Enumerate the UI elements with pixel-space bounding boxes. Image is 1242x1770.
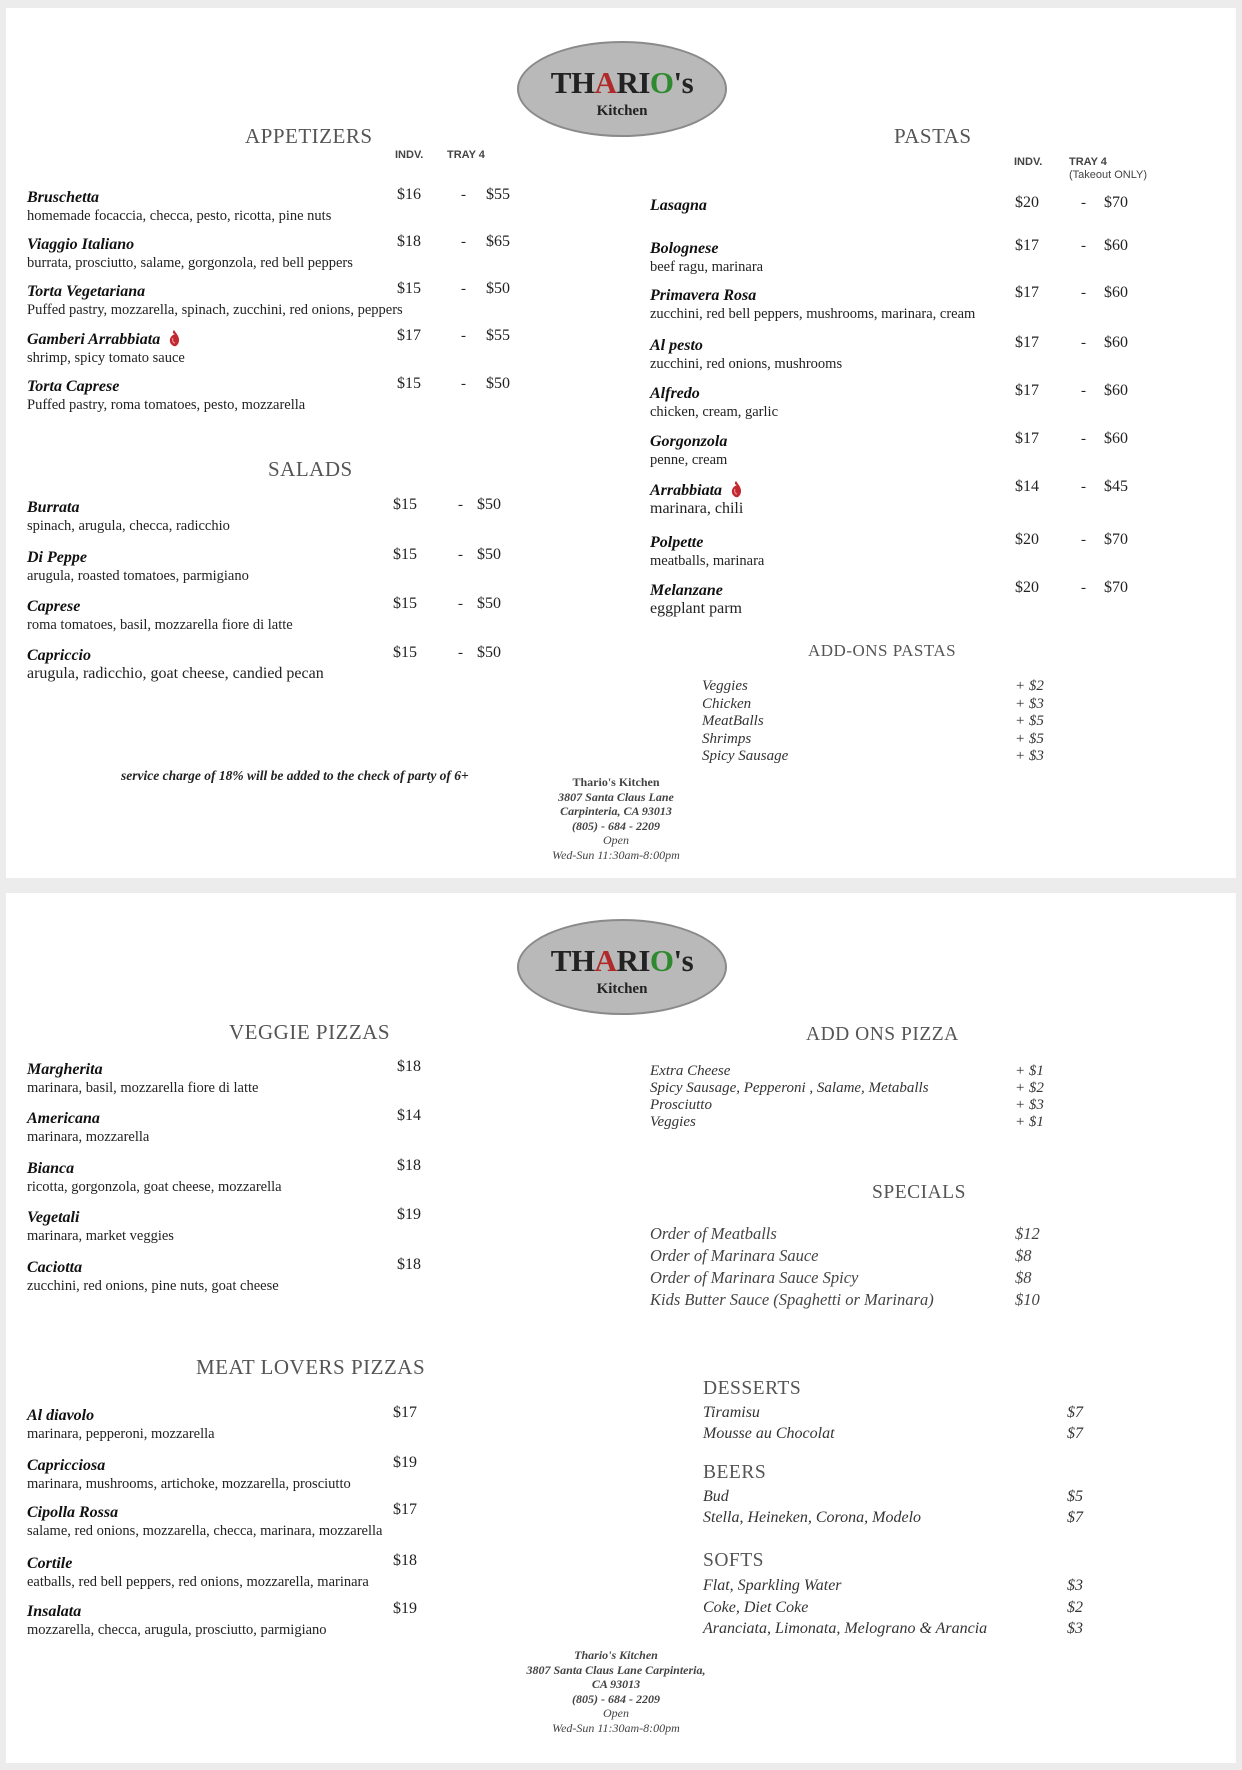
price-tray: $55 bbox=[486, 327, 510, 344]
menu-item-name: Capricciosa bbox=[27, 1457, 106, 1474]
price-tray: $60 bbox=[1104, 382, 1128, 399]
menu-item-name-text: Gorgonzola bbox=[650, 433, 728, 450]
menu-item-name bbox=[650, 336, 842, 355]
pastas-col-tray: TRAY 4 bbox=[1069, 156, 1107, 168]
salads-heading: SALADS bbox=[268, 457, 353, 481]
price-individual: $15 bbox=[393, 595, 417, 612]
meat-pizzas-heading: MEAT LOVERS PIZZAS bbox=[196, 1355, 426, 1379]
price-individual: $15 bbox=[397, 375, 421, 392]
line-item-name: Spicy Sausage bbox=[702, 748, 789, 764]
price-separator: - bbox=[458, 596, 463, 612]
price: $18 bbox=[397, 1256, 421, 1273]
price-individual: $17 bbox=[1015, 382, 1039, 399]
price-separator: - bbox=[461, 234, 466, 250]
price-separator: - bbox=[1081, 238, 1086, 254]
menu-item-description: eatballs, red bell peppers, red onions, mozzarella, marinara bbox=[27, 1574, 369, 1590]
menu-item-name-text: Gamberi Arrabbiata bbox=[27, 331, 161, 348]
line-item-price: + $3 bbox=[1015, 748, 1044, 764]
line-item-name: Bud bbox=[703, 1488, 729, 1505]
price-separator: - bbox=[1081, 479, 1086, 495]
price-separator: - bbox=[1081, 335, 1086, 351]
menu-item bbox=[27, 1554, 369, 1591]
menu-item bbox=[27, 1406, 215, 1443]
restaurant-logo-2 bbox=[517, 919, 727, 1015]
price-tray: $60 bbox=[1104, 237, 1128, 254]
restaurant-address-footer: Thario's Kitchen 3807 Santa Claus Lane Carpinteria, CA 93013 (805) - 684 - 2209 Open Wed-Sun 11:30am-8:00pm bbox=[552, 775, 680, 862]
price-individual: $18 bbox=[397, 233, 421, 250]
desserts-heading: DESSERTS bbox=[703, 1378, 802, 1399]
price: $18 bbox=[393, 1552, 417, 1569]
line-item-name: Aranciata, Limonata, Melograno & Arancia bbox=[703, 1620, 988, 1637]
menu-item bbox=[27, 377, 305, 414]
price-separator: - bbox=[461, 187, 466, 203]
price-separator: - bbox=[1081, 532, 1086, 548]
menu-item-description: beef ragu, marinara bbox=[650, 259, 764, 275]
menu-item bbox=[27, 235, 353, 272]
price-separator: - bbox=[458, 645, 463, 661]
line-item-price: $2 bbox=[1067, 1598, 1083, 1616]
menu-item-description: mozzarella, checca, arugula, prosciutto, parmigiano bbox=[27, 1622, 327, 1638]
menu-item bbox=[27, 1602, 327, 1639]
menu-item-name bbox=[650, 286, 975, 305]
line-item-name: Stella, Heineken, Corona, Modelo bbox=[703, 1509, 922, 1526]
price-separator: - bbox=[1081, 195, 1086, 211]
menu-item-name-text: Viaggio Italiano bbox=[27, 236, 135, 253]
menu-item-name-text: Burrata bbox=[27, 499, 80, 516]
price-individual: $14 bbox=[1015, 478, 1039, 495]
menu-item bbox=[27, 498, 230, 535]
menu-item bbox=[27, 1456, 351, 1493]
menu-item-name-text: Torta Vegetariana bbox=[27, 283, 146, 300]
beers-heading: BEERS bbox=[703, 1462, 767, 1483]
price-separator: - bbox=[461, 328, 466, 344]
price-tray: $60 bbox=[1104, 430, 1128, 447]
line-item-name: MeatBalls bbox=[702, 713, 764, 729]
menu-item-name: Vegetali bbox=[27, 1209, 80, 1226]
price-tray: $50 bbox=[486, 375, 510, 392]
menu-item-description: penne, cream bbox=[650, 452, 728, 468]
menu-item-name bbox=[650, 239, 763, 258]
menu-item-name-text: Torta Caprese bbox=[27, 378, 120, 395]
menu-item-description: zucchini, red onions, pine nuts, goat cheese bbox=[27, 1278, 279, 1294]
price-separator: - bbox=[1081, 383, 1086, 399]
line-item-name: Veggies bbox=[650, 1114, 696, 1130]
line-item-price: $5 bbox=[1067, 1488, 1083, 1505]
pastas-col-indv: INDV. bbox=[1014, 156, 1043, 168]
line-item-name: Shrimps bbox=[702, 730, 752, 747]
price-individual: $17 bbox=[1015, 430, 1039, 447]
menu-item bbox=[650, 384, 778, 421]
line-item-name: Prosciutto bbox=[650, 1097, 712, 1113]
menu-item bbox=[650, 196, 707, 215]
menu-item-name: Americana bbox=[27, 1110, 100, 1127]
price-tray: $70 bbox=[1104, 194, 1128, 211]
menu-item-name-text: Polpette bbox=[650, 534, 704, 551]
menu-item-name bbox=[27, 235, 353, 254]
menu-item bbox=[27, 1208, 174, 1245]
price-separator: - bbox=[458, 497, 463, 513]
line-item-price: $7 bbox=[1067, 1425, 1083, 1442]
menu-item-name bbox=[650, 384, 778, 403]
menu-item-name bbox=[650, 196, 707, 215]
menu-item-name-text: Primavera Rosa bbox=[650, 287, 757, 304]
menu-item bbox=[27, 1258, 279, 1295]
line-item-name: Chicken bbox=[702, 695, 752, 712]
menu-item-description: homemade focaccia, checca, pesto, ricotta, pine nuts bbox=[27, 208, 332, 224]
menu-item-name bbox=[27, 646, 324, 665]
menu-item-name: Bianca bbox=[27, 1160, 75, 1177]
appetizers-col-indv: INDV. bbox=[395, 149, 424, 161]
menu-item-description: zucchini, red bell peppers, mushrooms, marinara, cream bbox=[650, 306, 976, 322]
line-item-price: $8 bbox=[1015, 1246, 1032, 1265]
addons-pastas-heading: ADD-ONS PASTAS bbox=[808, 641, 957, 660]
menu-item-description: marinara, pepperoni, mozzarella bbox=[27, 1426, 215, 1442]
menu-item-name bbox=[650, 432, 727, 451]
price: $19 bbox=[393, 1600, 417, 1617]
price-individual: $20 bbox=[1015, 531, 1039, 548]
menu-item-description: arugula, roasted tomatoes, parmigiano bbox=[27, 568, 249, 584]
menu-item-name: Al diavolo bbox=[27, 1407, 95, 1424]
line-item-name: Spicy Sausage, Pepperoni , Salame, Metaballs bbox=[650, 1080, 929, 1096]
price: $14 bbox=[397, 1107, 421, 1124]
restaurant-logo bbox=[517, 41, 727, 137]
menu-item-description: eggplant parm bbox=[650, 600, 742, 617]
menu-item bbox=[27, 1109, 149, 1146]
price-separator: - bbox=[458, 547, 463, 563]
menu-item-name-text: Capriccio bbox=[27, 647, 91, 664]
price-individual: $17 bbox=[1015, 237, 1039, 254]
price-separator: - bbox=[461, 376, 466, 392]
price-tray: $70 bbox=[1104, 579, 1128, 596]
menu-item-name bbox=[27, 377, 305, 396]
menu-item bbox=[27, 1503, 382, 1540]
softs-heading: SOFTS bbox=[703, 1550, 765, 1571]
menu-item bbox=[650, 432, 727, 469]
menu-item bbox=[27, 1060, 258, 1097]
price-individual: $15 bbox=[397, 280, 421, 297]
price-tray: $50 bbox=[477, 595, 501, 612]
price: $17 bbox=[393, 1404, 417, 1421]
menu-item-description: marinara, market veggies bbox=[27, 1228, 174, 1244]
menu-item-name bbox=[27, 329, 185, 349]
price-tray: $60 bbox=[1104, 334, 1128, 351]
line-item-price: + $5 bbox=[1015, 713, 1044, 729]
addons-pizza-heading: ADD ONS PIZZA bbox=[806, 1024, 959, 1045]
price-separator: - bbox=[1081, 431, 1086, 447]
appetizers-col-tray: TRAY 4 bbox=[447, 149, 485, 161]
line-item-price: $10 bbox=[1015, 1290, 1040, 1309]
line-item-name: Tiramisu bbox=[703, 1404, 760, 1421]
price-separator: - bbox=[461, 281, 466, 297]
logo-name: THARIO's bbox=[550, 943, 694, 978]
line-item-price: + $2 bbox=[1015, 678, 1044, 694]
menu-item bbox=[27, 548, 249, 585]
price-individual: $20 bbox=[1015, 194, 1039, 211]
menu-item-name-text: Lasagna bbox=[650, 197, 707, 214]
menu-item bbox=[27, 646, 324, 683]
line-item-price: $8 bbox=[1015, 1268, 1032, 1287]
menu-item-name-text: Bolognese bbox=[650, 240, 719, 257]
price-separator: - bbox=[1081, 285, 1086, 301]
line-item-name: Extra Cheese bbox=[650, 1063, 731, 1079]
menu-item-name: Margherita bbox=[27, 1061, 103, 1078]
menu-item-description: ricotta, gorgonzola, goat cheese, mozzarella bbox=[27, 1179, 282, 1195]
price-tray: $50 bbox=[486, 280, 510, 297]
line-item-price: + $1 bbox=[1015, 1063, 1044, 1079]
line-item-name: Flat, Sparkling Water bbox=[703, 1577, 842, 1594]
price: $19 bbox=[397, 1206, 421, 1223]
menu-page-2 bbox=[6, 893, 1236, 1763]
menu-item-description: shrimp, spicy tomato sauce bbox=[27, 350, 185, 366]
menu-item bbox=[27, 188, 331, 225]
line-item-name: Kids Butter Sauce (Spaghetti or Marinara) bbox=[650, 1290, 934, 1309]
menu-item bbox=[27, 329, 185, 367]
line-item-price: + $5 bbox=[1015, 730, 1044, 747]
menu-item-name-text: Melanzane bbox=[650, 582, 723, 599]
menu-item bbox=[27, 1159, 282, 1196]
menu-item-name-text: Di Peppe bbox=[27, 549, 87, 566]
price-tray: $50 bbox=[477, 644, 501, 661]
price: $18 bbox=[397, 1058, 421, 1075]
menu-item-description: roma tomatoes, basil, mozzarella fiore di latte bbox=[27, 617, 293, 633]
menu-item bbox=[650, 239, 763, 276]
veggie-pizzas-heading: VEGGIE PIZZAS bbox=[229, 1020, 391, 1044]
menu-item-name bbox=[27, 548, 249, 567]
menu-item bbox=[27, 282, 403, 319]
menu-item-description: meatballs, marinara bbox=[650, 553, 765, 569]
menu-item bbox=[650, 533, 764, 570]
price-tray: $55 bbox=[486, 186, 510, 203]
menu-item-description: zucchini, red onions, mushrooms bbox=[650, 356, 843, 372]
line-item-price: $7 bbox=[1067, 1509, 1083, 1526]
logo-name: THARIO's bbox=[550, 65, 694, 100]
menu-item-name bbox=[27, 188, 331, 207]
menu-item-name bbox=[650, 581, 742, 600]
menu-item-name-text: Alfredo bbox=[650, 385, 700, 402]
price-tray: $50 bbox=[477, 496, 501, 513]
menu-item bbox=[650, 581, 742, 618]
menu-item-description: marinara, basil, mozzarella fiore di latte bbox=[27, 1080, 259, 1096]
price-tray: $65 bbox=[486, 233, 510, 250]
menu-item-description: marinara, chili bbox=[650, 500, 744, 517]
menu-item-description: Puffed pastry, mozzarella, spinach, zucchini, red onions, peppers bbox=[27, 302, 403, 318]
line-item-price: + $2 bbox=[1015, 1080, 1044, 1096]
menu-item-name bbox=[650, 533, 764, 552]
price-individual: $20 bbox=[1015, 579, 1039, 596]
price-individual: $15 bbox=[393, 496, 417, 513]
appetizers-heading: APPETIZERS bbox=[245, 124, 373, 148]
restaurant-address-footer-2: Thario's Kitchen 3807 Santa Claus Lane Carpinteria, CA 93013 (805) - 684 - 2209 Open Wed-Sun 11:30am-8:00pm bbox=[526, 1648, 706, 1735]
menu-item-description: marinara, mushrooms, artichoke, mozzarella, prosciutto bbox=[27, 1476, 351, 1492]
price: $17 bbox=[393, 1501, 417, 1518]
price-individual: $17 bbox=[397, 327, 421, 344]
line-item-name: Order of Meatballs bbox=[650, 1224, 777, 1243]
price-tray: $70 bbox=[1104, 531, 1128, 548]
menu-item bbox=[27, 597, 293, 634]
pastas-heading: PASTAS bbox=[894, 124, 972, 148]
menu-item bbox=[650, 336, 842, 373]
price: $19 bbox=[393, 1454, 417, 1471]
spicy-chili-icon bbox=[168, 329, 180, 347]
service-charge-note: service charge of 18% will be added to the check of party of 6+ bbox=[121, 768, 469, 783]
menu-item-name bbox=[650, 480, 743, 500]
price-tray: $60 bbox=[1104, 284, 1128, 301]
price-individual: $15 bbox=[393, 644, 417, 661]
logo-subtitle: Kitchen bbox=[596, 103, 648, 119]
menu-item-name: Cortile bbox=[27, 1555, 73, 1572]
line-item-price: $7 bbox=[1067, 1404, 1083, 1421]
price-separator: - bbox=[1081, 580, 1086, 596]
line-item-price: $3 bbox=[1067, 1620, 1083, 1637]
menu-item-name: Insalata bbox=[27, 1603, 82, 1620]
menu-item-description: burrata, prosciutto, salame, gorgonzola, red bell peppers bbox=[27, 255, 353, 271]
price: $18 bbox=[397, 1157, 421, 1174]
menu-item-description: chicken, cream, garlic bbox=[650, 404, 779, 420]
price-individual: $15 bbox=[393, 546, 417, 563]
price-individual: $17 bbox=[1015, 284, 1039, 301]
line-item-name: Mousse au Chocolat bbox=[703, 1425, 835, 1442]
menu-item-name-text: Caprese bbox=[27, 598, 81, 615]
menu-page-1 bbox=[6, 8, 1236, 878]
line-item-price: + $3 bbox=[1015, 695, 1044, 712]
menu-item-name bbox=[27, 498, 230, 517]
menu-item bbox=[650, 480, 743, 518]
menu-item-name: Cipolla Rossa bbox=[27, 1504, 119, 1521]
line-item-name: Veggies bbox=[702, 678, 748, 694]
line-item-name: Order of Marinara Sauce bbox=[650, 1246, 819, 1265]
pastas-col-tray-note: (Takeout ONLY) bbox=[1069, 169, 1148, 181]
line-item-name: Order of Marinara Sauce Spicy bbox=[650, 1268, 859, 1287]
line-item-price: $12 bbox=[1015, 1224, 1040, 1243]
specials-heading: SPECIALS bbox=[872, 1182, 966, 1203]
menu-item-name: Caciotta bbox=[27, 1259, 83, 1276]
logo-subtitle: Kitchen bbox=[596, 981, 648, 997]
menu-item bbox=[650, 286, 975, 323]
price-tray: $45 bbox=[1104, 478, 1128, 495]
spicy-chili-icon bbox=[730, 480, 742, 498]
menu-item-name bbox=[27, 597, 293, 616]
line-item-price: + $1 bbox=[1015, 1114, 1044, 1130]
line-item-price: + $3 bbox=[1015, 1097, 1044, 1113]
menu-item-description: salame, red onions, mozzarella, checca, marinara, mozzarella bbox=[27, 1523, 383, 1539]
menu-item-name-text: Bruschetta bbox=[27, 189, 100, 206]
menu-item-description: marinara, mozzarella bbox=[27, 1129, 150, 1145]
menu-item-description: spinach, arugula, checca, radicchio bbox=[27, 518, 230, 534]
menu-item-name bbox=[27, 282, 403, 301]
price-individual: $16 bbox=[397, 186, 421, 203]
menu-item-description: arugula, radicchio, goat cheese, candied pecan bbox=[27, 665, 324, 682]
price-tray: $50 bbox=[477, 546, 501, 563]
line-item-price: $3 bbox=[1067, 1577, 1083, 1594]
menu-item-description: Puffed pastry, roma tomatoes, pesto, mozzarella bbox=[27, 397, 306, 413]
menu-item-name-text: Arrabbiata bbox=[650, 482, 723, 499]
line-item-name: Coke, Diet Coke bbox=[703, 1598, 809, 1616]
price-individual: $17 bbox=[1015, 334, 1039, 351]
menu-item-name-text: Al pesto bbox=[650, 337, 703, 354]
